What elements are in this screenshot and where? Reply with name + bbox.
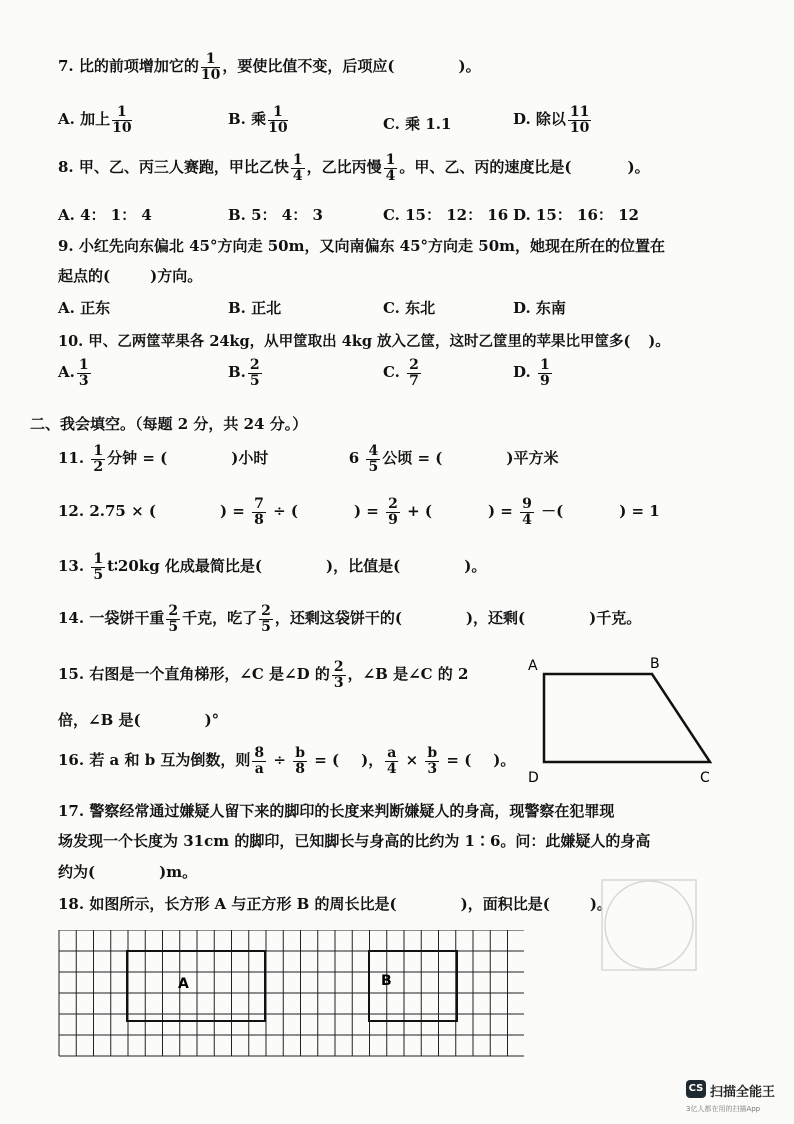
question-9-line-1: 9. 小红先向东偏北 45°方向走 50m，又向南偏东 45°方向走 50m，她现在所在的位置在 <box>58 237 666 255</box>
question-15-line-2: 倍，∠B 是( )° <box>58 711 220 729</box>
question-17-line-3: 约为( )m。 <box>58 863 198 881</box>
q8-option-a: A. 4： 1： 4 <box>58 206 152 224</box>
question-13: 13. $\frac{1}{5}$ t∶20kg 化成最简比是( )，比值是( )。 <box>58 551 487 583</box>
faint-circle-figure <box>600 878 700 974</box>
fraction: $\frac{1}{10}$ <box>200 51 221 83</box>
q7-option-d: D. 除以 $\frac{11}{10}$ <box>513 104 590 136</box>
question-9-line-2: 起点的( )方向。 <box>58 267 203 285</box>
label-a: A <box>528 658 538 674</box>
watermark-title: 扫描全能王 <box>710 1085 776 1100</box>
q10-option-b: B. $\frac{2}{5}$ <box>228 357 260 389</box>
question-10: 10. 甲、乙两筐苹果各 24kg，从甲筐取出 4kg 放入乙筐，这时乙筐里的苹果比甲筐多( )。 <box>58 333 670 350</box>
q7-option-c: C. 乘 1.1 <box>383 115 452 133</box>
trapezoid-shape <box>544 674 710 762</box>
q8-option-b: B. 5： 4： 3 <box>228 206 323 224</box>
label-square-b: B <box>381 973 392 989</box>
q8-option-c: C. 15： 12： 16 <box>383 206 509 224</box>
question-17-line-2: 场发现一个长度为 31cm 的脚印，已知脚长与身高的比约为 1∶6。问：此嫌疑人的身高 <box>58 832 651 850</box>
question-14: 14. 一袋饼干重 $\frac{2}{5}$ 千克，吃了 $\frac{2}{5}$ ，还剩这袋饼干的( )，还剩( )千克。 <box>58 603 642 635</box>
q8-options <box>58 204 678 224</box>
rectangle-a <box>127 951 265 1021</box>
q7-option-b: B. 乘 $\frac{1}{10}$ <box>228 104 288 136</box>
q7-stem: 7. 比的前项增加它的 <box>58 57 199 76</box>
scanner-watermark <box>684 1076 792 1120</box>
question-8: 8. 甲、乙、丙三人赛跑，甲比乙快 $\frac{1}{4}$ ，乙比丙慢 $\frac{1}{4}$ 。甲、乙、丙的速度比是( )。 <box>58 152 650 184</box>
q10-option-d: D. $\frac{1}{9}$ <box>513 357 550 389</box>
q9-option-a: A. 正东 <box>58 299 111 317</box>
q10-options <box>58 358 678 398</box>
grid-lines <box>59 930 524 1056</box>
q9-options <box>58 297 678 317</box>
question-12: 12. 2.75 × ( ) = $\frac{7}{8}$ ÷ ( ) = $\frac{2}{9}$ + ( ) = $\frac{9}{4}$ －( ) = 1 <box>58 496 660 528</box>
label-c: C <box>700 770 710 786</box>
grid-figure <box>58 930 524 1058</box>
question-18: 18. 如图所示，长方形 A 与正方形 B 的周长比是( )，面积比是( )。 <box>58 895 612 913</box>
question-17-line-1: 17. 警察经常通过嫌疑人留下来的脚印的长度来判断嫌疑人的身高，现警察在犯罪现 <box>58 802 615 820</box>
q7-option-a: A. 加上 $\frac{1}{10}$ <box>58 104 132 136</box>
q10-option-a: A. $\frac{1}{3}$ <box>58 357 89 389</box>
q9-option-b: B. 正北 <box>228 299 282 317</box>
q7-options <box>58 105 658 145</box>
label-rect-a: A <box>178 976 189 992</box>
watermark-subtitle: 3亿人都在用的扫描App <box>686 1105 761 1113</box>
label-d: D <box>528 770 539 786</box>
question-15-line-1: 15. 右图是一个直角梯形，∠C 是∠D 的 $\frac{2}{3}$ ，∠B 是∠C 的 2 <box>58 659 469 691</box>
section-2-title: 二、我会填空。（每题 2 分，共 24 分。） <box>30 415 308 433</box>
question-7: 7. 比的前项增加它的 $\frac{1}{10}$ ，要使比值不变，后项应( )。 <box>58 51 481 83</box>
q10-option-c: C. $\frac{2}{7}$ <box>383 357 419 389</box>
q9-option-d: D. 东南 <box>513 299 566 317</box>
label-b: B <box>650 656 660 672</box>
q9-option-c: C. 东北 <box>383 299 436 317</box>
right-trapezoid-figure <box>520 656 720 786</box>
question-11: 11. $\frac{1}{2}$ 分钟 = ( )小时 6 $\frac{4}{5}$ 公顷 = ( )平方米 <box>58 443 559 475</box>
cs-logo-icon: CS <box>686 1080 706 1098</box>
question-16: 16. 若 a 和 b 互为倒数，则 $\frac{8}{a}$ ÷ $\frac{b}{8}$ = ( )， $\frac{a}{4}$ × $\frac{b}{3}$ = ( )。 <box>58 745 516 777</box>
q8-option-d: D. 15： 16： 12 <box>513 206 639 224</box>
